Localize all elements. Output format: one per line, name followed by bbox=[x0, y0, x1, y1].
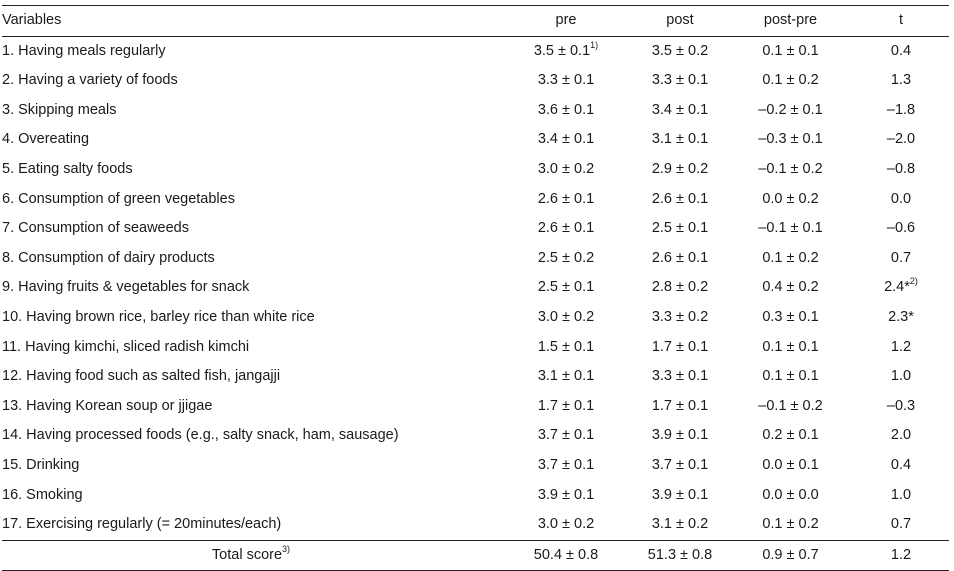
row-t bbox=[853, 392, 949, 422]
row-pre bbox=[500, 510, 632, 540]
row-label bbox=[2, 185, 500, 215]
header-t: t bbox=[853, 6, 949, 37]
row-post bbox=[632, 36, 728, 66]
row-t-footnote: 2) bbox=[909, 276, 918, 287]
row-post-value: 3.3 ± 0.1 bbox=[651, 72, 709, 89]
row-label bbox=[2, 421, 500, 451]
row-post bbox=[632, 273, 728, 303]
row-label-value: 15. Drinking bbox=[2, 456, 80, 473]
row-post-pre-value: 0.2 ± 0.1 bbox=[762, 427, 819, 444]
row-label-value: 14. Having processed foods (e.g., salty snack, ham, sausage) bbox=[2, 427, 399, 444]
row-t bbox=[853, 155, 949, 185]
row-label-value: 4. Overeating bbox=[2, 131, 90, 148]
row-pre bbox=[500, 273, 632, 303]
row-post-pre bbox=[728, 392, 853, 422]
row-t-value: 0.4 bbox=[890, 42, 912, 59]
row-label-value: 11. Having kimchi, sliced radish kimchi bbox=[2, 338, 250, 355]
row-post bbox=[632, 185, 728, 215]
row-post bbox=[632, 481, 728, 511]
row-post-pre bbox=[728, 333, 853, 363]
row-label bbox=[2, 303, 500, 333]
row-pre bbox=[500, 481, 632, 511]
row-t-value: –1.8 bbox=[886, 101, 916, 118]
row-t-value: 0.0 bbox=[890, 190, 912, 207]
row-t bbox=[853, 185, 949, 215]
row-pre bbox=[500, 185, 632, 215]
row-pre bbox=[500, 451, 632, 481]
row-post-pre bbox=[728, 185, 853, 215]
row-pre-value: 3.6 ± 0.1 bbox=[537, 101, 595, 118]
total-post-pre: 0.9 ± 0.7 bbox=[728, 540, 853, 570]
row-pre bbox=[500, 244, 632, 274]
row-post-pre-value: 0.1 ± 0.2 bbox=[762, 249, 819, 266]
row-post-pre bbox=[728, 273, 853, 303]
row-pre-value: 1.5 ± 0.1 bbox=[537, 338, 595, 355]
row-pre bbox=[500, 36, 632, 66]
row-label bbox=[2, 244, 500, 274]
row-post bbox=[632, 214, 728, 244]
row-label-value: 5. Eating salty foods bbox=[2, 160, 133, 177]
row-post-pre-value: –0.1 ± 0.1 bbox=[758, 220, 823, 237]
row-label-value: 2. Having a variety of foods bbox=[2, 72, 178, 89]
row-post bbox=[632, 333, 728, 363]
row-t-value: 2.3* bbox=[888, 308, 914, 325]
row-t bbox=[853, 244, 949, 274]
row-post-pre-value: –0.2 ± 0.1 bbox=[758, 101, 823, 118]
row-label-value: 1. Having meals regularly bbox=[2, 42, 166, 59]
row-t bbox=[853, 125, 949, 155]
table-row bbox=[2, 244, 949, 274]
table-row bbox=[2, 333, 949, 363]
row-post bbox=[632, 510, 728, 540]
row-pre bbox=[500, 125, 632, 155]
row-label bbox=[2, 392, 500, 422]
row-post-value: 3.1 ± 0.2 bbox=[651, 516, 709, 533]
header-post: post bbox=[632, 6, 728, 37]
row-label-value: 17. Exercising regularly (= 20minutes/each) bbox=[2, 516, 282, 533]
row-t bbox=[853, 451, 949, 481]
row-label-value: 10. Having brown rice, barley rice than white rice bbox=[2, 308, 315, 325]
row-post-pre-value: 0.1 ± 0.1 bbox=[762, 338, 819, 355]
row-pre-value: 2.5 ± 0.2 bbox=[537, 249, 595, 266]
row-pre-value: 1.7 ± 0.1 bbox=[537, 397, 595, 414]
row-post-value: 3.1 ± 0.1 bbox=[651, 131, 709, 148]
row-post-pre-value: 0.1 ± 0.1 bbox=[762, 42, 819, 59]
row-t-value: 0.7 bbox=[890, 516, 912, 533]
row-t-value: –0.6 bbox=[886, 220, 916, 237]
row-post-value: 3.4 ± 0.1 bbox=[651, 101, 709, 118]
header-pre: pre bbox=[500, 6, 632, 37]
row-post-value: 2.6 ± 0.1 bbox=[651, 190, 709, 207]
row-post bbox=[632, 96, 728, 126]
row-post bbox=[632, 155, 728, 185]
table-row bbox=[2, 36, 949, 66]
row-post bbox=[632, 125, 728, 155]
row-post-pre bbox=[728, 510, 853, 540]
row-post-value: 2.5 ± 0.1 bbox=[651, 220, 709, 237]
table-body bbox=[2, 36, 949, 540]
row-post-pre bbox=[728, 451, 853, 481]
row-t-value: –0.8 bbox=[886, 160, 916, 177]
row-t-value: 1.3 bbox=[890, 72, 912, 89]
results-table bbox=[2, 5, 949, 571]
row-t-value: 1.0 bbox=[890, 486, 912, 503]
row-pre-value: 3.7 ± 0.1 bbox=[537, 427, 595, 444]
row-pre bbox=[500, 333, 632, 363]
row-post-pre bbox=[728, 481, 853, 511]
row-pre-value: 2.6 ± 0.1 bbox=[537, 220, 595, 237]
row-post-pre-value: 0.1 ± 0.2 bbox=[762, 72, 819, 89]
row-pre bbox=[500, 96, 632, 126]
row-post-pre bbox=[728, 244, 853, 274]
total-t: 1.2 bbox=[853, 540, 949, 570]
row-post bbox=[632, 421, 728, 451]
row-label bbox=[2, 155, 500, 185]
row-label bbox=[2, 125, 500, 155]
row-label-value: 13. Having Korean soup or jjigae bbox=[2, 397, 213, 414]
table-row bbox=[2, 362, 949, 392]
row-post-pre-value: 0.1 ± 0.2 bbox=[762, 516, 819, 533]
row-pre bbox=[500, 362, 632, 392]
row-t bbox=[853, 214, 949, 244]
row-label bbox=[2, 66, 500, 96]
row-post-pre-value: 0.0 ± 0.1 bbox=[762, 456, 819, 473]
row-pre-footnote: 1) bbox=[590, 39, 599, 50]
row-post-pre-value: 0.0 ± 0.2 bbox=[762, 190, 819, 207]
total-label-footnote: 3) bbox=[282, 543, 291, 554]
row-t bbox=[853, 303, 949, 333]
row-label-value: 9. Having fruits & vegetables for snack bbox=[2, 279, 250, 296]
row-post-pre bbox=[728, 303, 853, 333]
row-post bbox=[632, 451, 728, 481]
row-label bbox=[2, 451, 500, 481]
row-post-pre bbox=[728, 66, 853, 96]
total-label-cell bbox=[2, 540, 500, 570]
table-row bbox=[2, 185, 949, 215]
total-pre: 50.4 ± 0.8 bbox=[500, 540, 632, 570]
row-label bbox=[2, 273, 500, 303]
total-row bbox=[2, 540, 949, 570]
row-t bbox=[853, 96, 949, 126]
row-pre-value: 3.4 ± 0.1 bbox=[537, 131, 595, 148]
row-post-value: 3.9 ± 0.1 bbox=[651, 427, 709, 444]
row-post-pre-value: 0.0 ± 0.0 bbox=[762, 486, 819, 503]
row-label bbox=[2, 481, 500, 511]
row-pre-value: 3.0 ± 0.2 bbox=[537, 308, 595, 325]
row-post-pre-value: –0.1 ± 0.2 bbox=[758, 160, 823, 177]
row-pre bbox=[500, 214, 632, 244]
row-t-value: 0.7 bbox=[890, 249, 912, 266]
row-pre-value: 3.0 ± 0.2 bbox=[537, 160, 595, 177]
row-post-value: 1.7 ± 0.1 bbox=[651, 397, 709, 414]
row-post-value: 2.8 ± 0.2 bbox=[651, 279, 709, 296]
row-t bbox=[853, 421, 949, 451]
row-t-value: 1.0 bbox=[890, 368, 912, 385]
table-row bbox=[2, 510, 949, 540]
row-t bbox=[853, 66, 949, 96]
row-label bbox=[2, 36, 500, 66]
row-pre bbox=[500, 421, 632, 451]
row-pre-value: 3.7 ± 0.1 bbox=[537, 456, 595, 473]
table-row bbox=[2, 451, 949, 481]
table-row bbox=[2, 155, 949, 185]
row-post bbox=[632, 392, 728, 422]
row-t-value: 1.2 bbox=[890, 338, 912, 355]
row-label-value: 8. Consumption of dairy products bbox=[2, 249, 215, 266]
row-label-value: 16. Smoking bbox=[2, 486, 83, 503]
table-row bbox=[2, 214, 949, 244]
row-t-value: 2.4* bbox=[884, 279, 910, 296]
row-label-value: 12. Having food such as salted fish, jangajji bbox=[2, 368, 281, 385]
row-t bbox=[853, 510, 949, 540]
row-pre-value: 3.5 ± 0.1 bbox=[533, 42, 591, 59]
row-pre-value: 3.1 ± 0.1 bbox=[537, 368, 595, 385]
row-post-value: 3.7 ± 0.1 bbox=[651, 456, 709, 473]
table-row bbox=[2, 392, 949, 422]
total-post: 51.3 ± 0.8 bbox=[632, 540, 728, 570]
total-label: Total score bbox=[211, 546, 283, 563]
row-pre-value: 2.5 ± 0.1 bbox=[537, 279, 595, 296]
table-row bbox=[2, 481, 949, 511]
row-label-value: 7. Consumption of seaweeds bbox=[2, 220, 189, 237]
row-post bbox=[632, 303, 728, 333]
row-post-pre-value: 0.4 ± 0.2 bbox=[762, 279, 819, 296]
row-t bbox=[853, 362, 949, 392]
table-row bbox=[2, 125, 949, 155]
row-label bbox=[2, 362, 500, 392]
row-pre-value: 2.6 ± 0.1 bbox=[537, 190, 595, 207]
table-row bbox=[2, 421, 949, 451]
header-row bbox=[2, 6, 949, 37]
row-post-value: 2.9 ± 0.2 bbox=[651, 160, 709, 177]
row-post-pre-value: –0.1 ± 0.2 bbox=[758, 397, 823, 414]
row-t bbox=[853, 333, 949, 363]
row-pre-value: 3.0 ± 0.2 bbox=[537, 516, 595, 533]
row-post-value: 3.5 ± 0.2 bbox=[651, 42, 709, 59]
row-post-pre bbox=[728, 96, 853, 126]
row-t-value: 2.0 bbox=[890, 427, 912, 444]
row-pre bbox=[500, 66, 632, 96]
row-post-value: 3.3 ± 0.2 bbox=[651, 308, 709, 325]
row-t-value: –0.3 bbox=[886, 397, 916, 414]
row-label bbox=[2, 333, 500, 363]
table-row bbox=[2, 96, 949, 126]
row-t bbox=[853, 273, 949, 303]
row-label bbox=[2, 96, 500, 126]
row-post-value: 3.3 ± 0.1 bbox=[651, 368, 709, 385]
row-post-pre-value: –0.3 ± 0.1 bbox=[758, 131, 823, 148]
table-row bbox=[2, 273, 949, 303]
row-label bbox=[2, 214, 500, 244]
row-post bbox=[632, 66, 728, 96]
row-post-pre-value: 0.3 ± 0.1 bbox=[762, 308, 819, 325]
row-post bbox=[632, 362, 728, 392]
row-t bbox=[853, 481, 949, 511]
row-post-value: 1.7 ± 0.1 bbox=[651, 338, 709, 355]
row-post-pre bbox=[728, 214, 853, 244]
row-label bbox=[2, 510, 500, 540]
row-post-pre bbox=[728, 362, 853, 392]
row-pre bbox=[500, 392, 632, 422]
row-pre-value: 3.3 ± 0.1 bbox=[537, 72, 595, 89]
row-post-pre bbox=[728, 125, 853, 155]
header-variables: Variables bbox=[2, 6, 500, 37]
row-label-value: 6. Consumption of green vegetables bbox=[2, 190, 235, 207]
row-post-pre bbox=[728, 36, 853, 66]
row-t-value: 0.4 bbox=[890, 456, 912, 473]
row-post-pre bbox=[728, 155, 853, 185]
row-t-value: –2.0 bbox=[886, 131, 916, 148]
row-pre bbox=[500, 303, 632, 333]
row-post-pre-value: 0.1 ± 0.1 bbox=[762, 368, 819, 385]
row-post-value: 3.9 ± 0.1 bbox=[651, 486, 709, 503]
row-post-pre bbox=[728, 421, 853, 451]
row-label-value: 3. Skipping meals bbox=[2, 101, 117, 118]
row-post bbox=[632, 244, 728, 274]
row-pre bbox=[500, 155, 632, 185]
header-post-pre: post-pre bbox=[728, 6, 853, 37]
table-row bbox=[2, 303, 949, 333]
table-row bbox=[2, 66, 949, 96]
row-t bbox=[853, 36, 949, 66]
row-pre-value: 3.9 ± 0.1 bbox=[537, 486, 595, 503]
row-post-value: 2.6 ± 0.1 bbox=[651, 249, 709, 266]
